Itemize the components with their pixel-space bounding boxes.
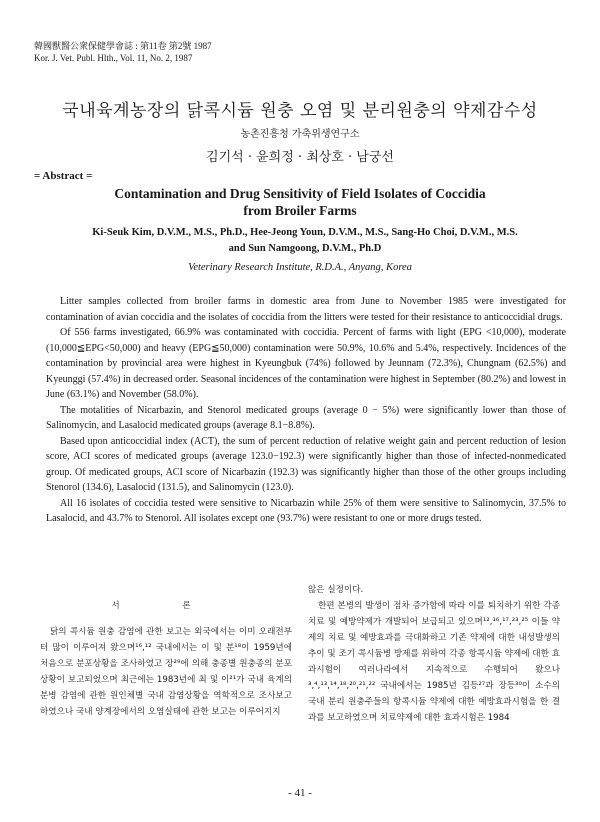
abstract-paragraph: Litter samples collected from broiler farms in domestic area from June to November 1985 were investigated for contamination of avian coccidia and the isolates of coccidia from the litters were tested for their resistance to anticoccidial drugs. bbox=[46, 296, 566, 323]
authors-english bbox=[50, 225, 560, 257]
abstract-paragraph: The motalities of Nicarbazin, and Stenorol medicated groups (average 0 − 5%) were significantly lower than those of Salinomycin, and Lasalocid medicated groups (average 8.1−8.8%). bbox=[46, 404, 566, 431]
right-column bbox=[308, 582, 560, 726]
introduction-paragraph: 닭의 콕시듐 원충 감염에 관한 보고는 외국에서는 이미 오래전부터 많이 이루어져 왔으며¹⁶,¹² 국내에서는 이 및 분¹⁸이 1959년에 처음으로 분포상황을 조사하였고 장²⁹에 의해 충종별 원충종의 분포상황이 보고되었으며 최근에는 1983년에 최 및 이²¹가 국내 육계의 분병 감염에 관한 원인체별 국내 감염상황을 역학적으로 조사보고 하였으나 국내 양계장에서의 오염실태에 관한 보고는 이루어지지 bbox=[40, 627, 292, 717]
title-english-line1: Contamination and Drug Sensitivity of Field Isolates of Coccidia bbox=[114, 186, 486, 201]
abstract-paragraph: All 16 isolates of coccidia tested were sensitive to Nicarbazin while 25% of them were sensitive to Salinomycin, 37.5% to Lasalocid, and 43.7% to Stenorol. All isolates except one (93.7%) were resistant to one or more drugs tested. bbox=[46, 497, 566, 524]
institution-korean: 농촌진흥청 가축위생연구소 bbox=[240, 129, 360, 140]
introduction-paragraph-2: 한편 본병의 발생이 점차 증가함에 따라 이를 퇴치하기 위한 각종 치료 및 예방약제가 개발되어 보급되고 있으며¹²,¹⁶,¹⁷,²³,²⁵ 이들 약제의 치료 및 예방효과를 극대화하고 기존 약제에 대한 내성발생의 추이 및 조기 콕시듐병 방제를 위하여 각종 항콕시듐 약제에 대한 효과시험이 여러나라에서 지속적으로 수행되어 왔으나³,⁴,¹³,¹⁴,¹⁸,²⁰,²¹,²² 국내에서는 1985년 김등²⁷과 장등³⁰이 소수의 국내 분리 원충주들의 항콕시듐 약제에 대한 예방효과시험을 한 결과를 보고하였으며 치료약제에 대한 효과시험은 1984 bbox=[308, 601, 560, 723]
journal-header bbox=[34, 40, 212, 64]
abstract-body bbox=[46, 294, 566, 527]
title-english bbox=[60, 185, 540, 219]
journal-name-ko: 韓國獸醫公衆保健學會誌 : 第11卷 第2號 1987 bbox=[34, 41, 212, 51]
left-column bbox=[40, 582, 292, 720]
title-english-line2: from Broiler Farms bbox=[243, 203, 357, 218]
introduction-heading: 서 론 bbox=[111, 601, 221, 611]
abstract-paragraph: Of 556 farms investigated, 66.9% was contaminated with coccidia. Percent of farms with light (EPG <10,000), moderate (10,000≦EPG<50,000) and heavy (EPG≦50,000) contamination were 50.9%, 10.6% and 5.4%, respectively. Incidences of the contamination by provincial area were highest in Kyeungbuk (74%) followed by Jeunnam (72.3%), Chungnam (62.5%) and Kyeunggi (57.4%) in decreased order. Seasonal incidences of the contamination were highest in September (80.2%) and lowest in June (63.1%) and November (58.0%). bbox=[46, 327, 566, 400]
abstract-label: = Abstract = bbox=[34, 170, 93, 182]
authors-english-line2: and Sun Namgoong, D.V.M., Ph.D bbox=[228, 243, 382, 254]
institution-english: Veterinary Research Institute, R.D.A., Anyang, Korea bbox=[188, 262, 412, 273]
abstract-paragraph: Based upon anticoccidial index (ACT), the sum of percent reduction of relative weight gain and percent reduction of lesion score, ACI scores of medicated groups (average 123.0−192.3) were significantly higher than those of infected-nonmedicated group. Of medicated groups, ACI score of Nicarbazin (192.3) was significantly higher than those of the other groups including Stenorol (134.6), Lasalocid (131.5), and Salinomycin (123.0). bbox=[46, 435, 566, 493]
journal-name-en: Kor. J. Vet. Publ. Hlth., Vol. 11, No. 2, 1987 bbox=[34, 53, 193, 63]
authors-korean: 김기석 · 윤희정 · 최상호 · 남궁선 bbox=[206, 150, 394, 165]
title-korean: 국내육계농장의 닭콕시듐 원충 오염 및 분리원충의 약제감수성 bbox=[62, 101, 538, 121]
authors-english-line1: Ki-Seuk Kim, D.V.M., M.S., Ph.D., Hee-Jeong Youn, D.V.M., M.S., Sang-Ho Choi, D.V.M., M.S. bbox=[92, 227, 518, 238]
page-number: - 41 - bbox=[288, 787, 312, 799]
continued-line: 않은 실정이다. bbox=[308, 585, 364, 595]
